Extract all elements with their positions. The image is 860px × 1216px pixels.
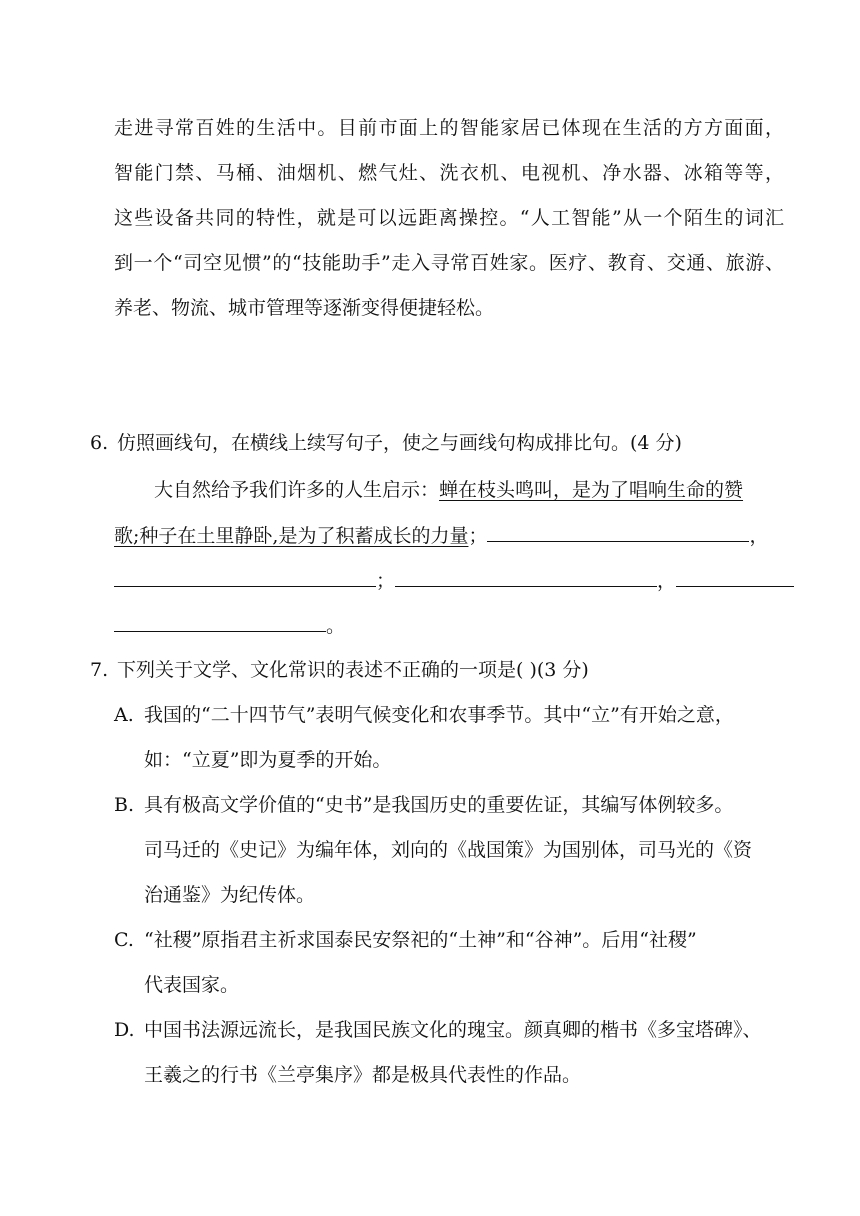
option-d-text: 王羲之的行书《兰亭集序》都是极具代表性的作品。 [144, 1064, 582, 1086]
semicolon: ； [376, 570, 396, 592]
question-6-answer-line-end [114, 613, 345, 638]
comma: ， [657, 570, 677, 592]
period: 。 [326, 615, 346, 637]
option-c-text: 代表国家。 [144, 974, 240, 996]
option-d-text: 中国书法源远流长，是我国民族文化的瑰宝。颜真卿的楷书《多宝塔碑》、 [144, 1019, 762, 1041]
question-6-lead: 大自然给予我们许多的人生启示： [154, 479, 440, 501]
question-6-answer-line [114, 568, 794, 593]
passage-line: 智能门禁、马桶、油烟机、燃气灶、洗衣机、电视机、净水器、冰箱等等， [114, 162, 784, 184]
option-b-letter[interactable]: B. [114, 794, 135, 816]
answer-blank-1[interactable] [487, 523, 749, 542]
question-7-stem: 下列关于文学、文化常识的表述不正确的一项是( )(3 分) [117, 659, 589, 681]
answer-blank-2[interactable] [114, 568, 376, 587]
option-d-letter[interactable]: D. [114, 1019, 135, 1041]
answer-blank-4[interactable] [676, 568, 794, 587]
underlined-sentence-part-2: 歌;种子在土里静卧,是为了积蓄成长的力量 [114, 525, 469, 547]
option-c-letter[interactable]: C. [114, 929, 134, 951]
answer-blank-3[interactable] [395, 568, 657, 587]
question-7-number: 7. [90, 659, 109, 681]
passage-line: 这些设备共同的特性，就是可以远距离操控。“人工智能”从一个陌生的词汇 [114, 207, 784, 229]
passage-line: 养老、物流、城市管理等逐渐变得便捷轻松。 [114, 297, 495, 319]
question-6-stem: 仿照画线句，在横线上续写句子，使之与画线句构成排比句。(4 分) [117, 432, 682, 454]
question-6-prompt-line-2 [114, 523, 768, 548]
question-6-prompt [154, 478, 743, 502]
answer-blank-5[interactable] [114, 613, 326, 632]
passage-line: 走进寻常百姓的生活中。目前市面上的智能家居已体现在生活的方方面面， [114, 117, 784, 139]
semicolon: ； [468, 525, 488, 547]
passage-line: 到一个“司空见惯”的“技能助手”走入寻常百姓家。医疗、教育、交通、旅游、 [114, 252, 784, 274]
option-a-text: 如：“立夏”即为夏季的开始。 [144, 749, 392, 771]
question-6-number: 6. [90, 432, 109, 454]
option-a-letter[interactable]: A. [114, 704, 134, 726]
option-c-text: “社稷”原指君主祈求国泰民安祭祀的“土神”和“谷神”。后用“社稷” [144, 929, 697, 951]
option-b-text: 具有极高文学价值的“史书”是我国历史的重要佐证，其编写体例较多。 [144, 794, 734, 816]
comma: ， [749, 525, 769, 547]
option-b-text: 司马迁的《史记》为编年体，刘向的《战国策》为国别体，司马光的《资 [144, 839, 753, 861]
underlined-sentence-part-1: 蝉在枝头鸣叫，是为了唱响生命的赞 [439, 479, 744, 501]
option-b-text: 治通鉴》为纪传体。 [144, 884, 316, 906]
option-a-text: 我国的“二十四节气”表明气候变化和农事季节。其中“立”有开始之意， [144, 704, 734, 726]
